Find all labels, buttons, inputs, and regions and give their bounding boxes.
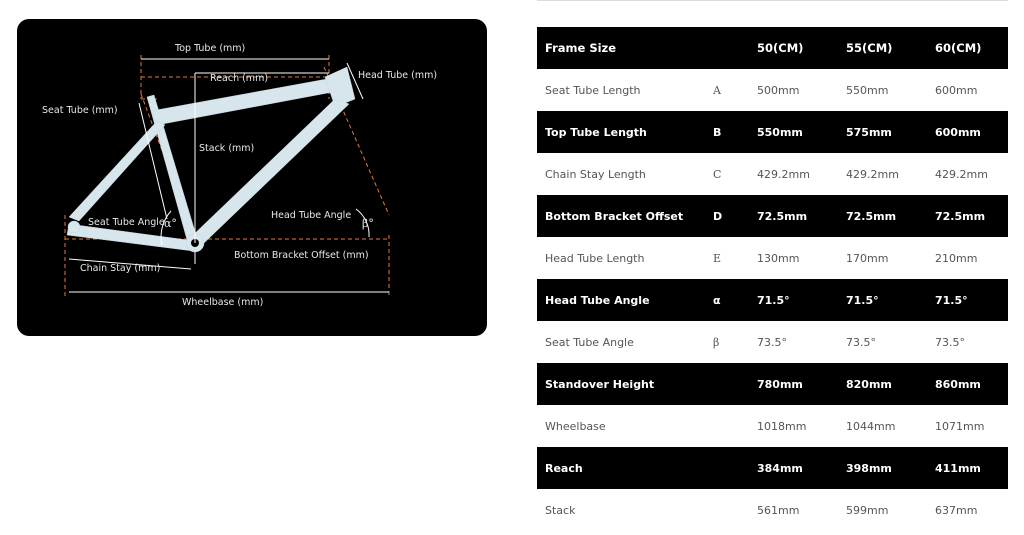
row-name: Chain Stay Length	[537, 153, 713, 195]
row-value: 561mm	[757, 489, 846, 531]
row-value: 600mm	[935, 111, 1008, 153]
label-stack: Stack (mm)	[199, 143, 255, 154]
row-value: 72.5mm	[757, 195, 846, 237]
row-name: Head Tube Angle	[537, 279, 713, 321]
header-code	[713, 27, 757, 69]
label-chain-stay: Chain Stay (mm)	[80, 263, 161, 274]
frame-geometry-diagram	[17, 19, 487, 336]
row-code: β	[713, 321, 757, 363]
table-row	[537, 489, 1008, 531]
row-value: 600mm	[935, 69, 1008, 111]
row-code: A	[713, 69, 757, 111]
row-name: Reach	[537, 447, 713, 489]
label-beta: β°	[362, 217, 374, 230]
row-value: 71.5°	[935, 279, 1008, 321]
row-value: 384mm	[757, 447, 846, 489]
label-wheelbase: Wheelbase (mm)	[182, 297, 264, 308]
table-row	[537, 279, 1008, 321]
row-name: Standover Height	[537, 363, 713, 405]
row-code: B	[713, 111, 757, 153]
row-value: 130mm	[757, 237, 846, 279]
down-tube	[191, 99, 352, 244]
row-value: 500mm	[757, 69, 846, 111]
row-value: 72.5mm	[935, 195, 1008, 237]
table-row	[537, 195, 1008, 237]
seat-stay	[69, 121, 165, 221]
table-header-row	[537, 27, 1008, 69]
label-head-tube-angle: Head Tube Angle	[271, 210, 352, 221]
row-value: 73.5°	[757, 321, 846, 363]
row-value: 411mm	[935, 447, 1008, 489]
frame-geometry-svg	[17, 19, 487, 336]
row-value: 780mm	[757, 363, 846, 405]
row-code	[713, 363, 757, 405]
row-value: 73.5°	[846, 321, 935, 363]
row-value: 71.5°	[757, 279, 846, 321]
header-size-50: 50(CM)	[757, 27, 846, 69]
size-chart-table	[537, 27, 1008, 531]
row-value: 860mm	[935, 363, 1008, 405]
row-name: Head Tube Length	[537, 237, 713, 279]
row-value: 1071mm	[935, 405, 1008, 447]
row-value: 71.5°	[846, 279, 935, 321]
label-head-tube: Head Tube (mm)	[358, 70, 438, 81]
row-code	[713, 489, 757, 531]
row-value: 1044mm	[846, 405, 935, 447]
label-bottom-bracket-offset: Bottom Bracket Offset (mm)	[234, 250, 369, 261]
row-value: 637mm	[935, 489, 1008, 531]
row-value: 398mm	[846, 447, 935, 489]
header-size-60: 60(CM)	[935, 27, 1008, 69]
label-seat-tube: Seat Tube (mm)	[42, 105, 118, 116]
row-value: 429.2mm	[757, 153, 846, 195]
row-code: C	[713, 153, 757, 195]
row-value: 73.5°	[935, 321, 1008, 363]
row-name: Stack	[537, 489, 713, 531]
table-row	[537, 153, 1008, 195]
label-top-tube: Top Tube (mm)	[175, 43, 246, 54]
label-alpha: α°	[164, 217, 177, 230]
table-row	[537, 321, 1008, 363]
row-name: Seat Tube Angle	[537, 321, 713, 363]
top-tube	[151, 79, 333, 125]
header-label: Frame Size	[537, 27, 713, 69]
row-name: Top Tube Length	[537, 111, 713, 153]
row-value: 429.2mm	[846, 153, 935, 195]
row-value: 820mm	[846, 363, 935, 405]
row-value: 210mm	[935, 237, 1008, 279]
row-value: 550mm	[846, 69, 935, 111]
row-code	[713, 405, 757, 447]
rear-dropout	[68, 221, 80, 233]
table-row	[537, 405, 1008, 447]
row-value: 429.2mm	[935, 153, 1008, 195]
row-value: 550mm	[757, 111, 846, 153]
row-code	[713, 447, 757, 489]
row-name: Wheelbase	[537, 405, 713, 447]
row-value: 599mm	[846, 489, 935, 531]
table-row	[537, 69, 1008, 111]
label-reach: Reach (mm)	[210, 73, 269, 84]
row-value: 575mm	[846, 111, 935, 153]
row-name: Seat Tube Length	[537, 69, 713, 111]
table-row	[537, 237, 1008, 279]
row-code: α	[713, 279, 757, 321]
top-divider	[537, 0, 1008, 1]
row-name: Bottom Bracket Offset	[537, 195, 713, 237]
table-row	[537, 447, 1008, 489]
row-value: 1018mm	[757, 405, 846, 447]
label-seat-tube-angle: Seat Tube Angle	[88, 217, 165, 228]
row-code: D	[713, 195, 757, 237]
header-size-55: 55(CM)	[846, 27, 935, 69]
table-row	[537, 111, 1008, 153]
table-row	[537, 363, 1008, 405]
row-code: E	[713, 237, 757, 279]
row-value: 170mm	[846, 237, 935, 279]
row-value: 72.5mm	[846, 195, 935, 237]
